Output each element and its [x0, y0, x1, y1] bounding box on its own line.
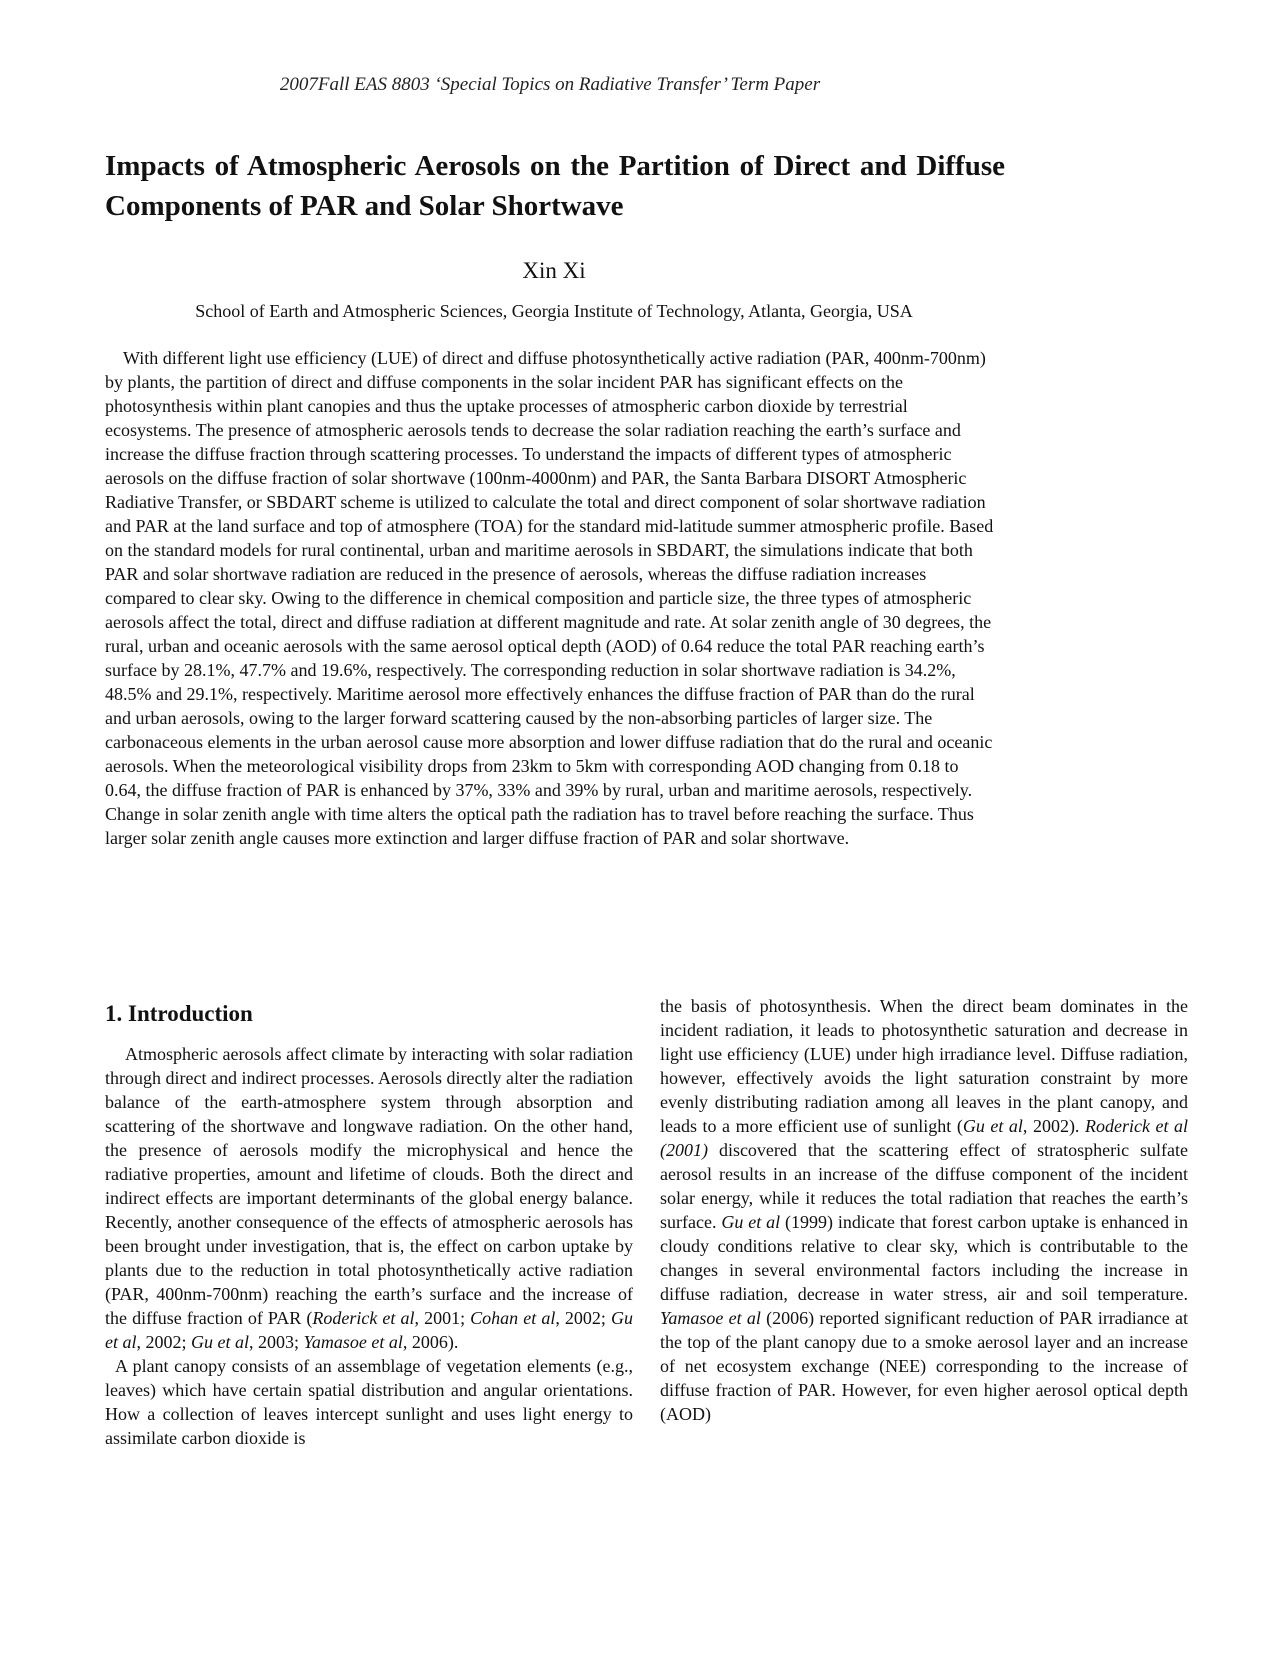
citation: Gu et al	[721, 1212, 781, 1232]
right-column	[660, 994, 1188, 1426]
text-run: Atmospheric aerosols affect climate by interacting with solar radiation through direct and indirect processes. Aerosols directly alter the radiation balance of the earth-atmosphere system through absorption and scattering of the shortwave and longwave radiation. On the other hand, the presence of aerosols modify the microphysical and hence the radiative properties, amount and lifetime of clouds. Both the direct and indirect effects are important determinants of the global energy balance. Recently, another consequence of the effects of atmospheric aerosols has been brought under investigation, that is, the effect on carbon uptake by plants due to the reduction in total photosynthetically active radiation (PAR, 400nm-700nm) reaching the earth’s surface and the increase of the diffuse fraction of PAR (	[105, 1044, 633, 1328]
text-run: discovered that the scattering effect of stratospheric sulfate aerosol results in an increase of the diffuse component of the incident solar energy, while it reduces the total radiation that reaches the earth’s surface.	[660, 1140, 1188, 1232]
text-run: , 2002).	[1022, 1116, 1085, 1136]
citation: Roderick et al	[312, 1308, 415, 1328]
text-run: the basis of photosynthesis. When the direct beam dominates in the incident radiation, it leads to photosynthetic saturation and decrease in light use efficiency (LUE) under high irradiance level. Diffuse radiation, however, effectively avoids the light saturation constraint by more evenly distributing radiation among all leaves in the plant canopy, and leads to a more efficient use of sunlight (	[660, 996, 1188, 1136]
citation: Yamasoe et al	[303, 1332, 403, 1352]
citation: Gu et al	[105, 1308, 633, 1352]
running-head: 2007Fall EAS 8803 ‘Special Topics on Radiative Transfer’ Term Paper	[279, 74, 821, 95]
intro-paragraph-1	[105, 1042, 633, 1354]
citation: Roderick et al (2001)	[660, 1116, 1188, 1160]
text-run: , 2002;	[555, 1308, 611, 1328]
section-heading-introduction: 1. Introduction	[105, 1001, 253, 1026]
author-affiliation: School of Earth and Atmospheric Sciences, Georgia Institute of Technology, Atlanta, Georgia, USA	[195, 301, 913, 321]
author-name: Xin Xi	[522, 258, 586, 283]
left-column	[105, 998, 633, 1450]
paper-title: Impacts of Atmospheric Aerosols on the Partition of Direct and Diffuse Components of PAR and Solar Shortwave	[105, 150, 1005, 222]
text-run: , 2006).	[402, 1332, 459, 1352]
text-run: (1999) indicate that forest carbon uptake is enhanced in cloudy conditions relative to clear sky, which is contributable to the changes in several environmental factors including the increase in diffuse radiation, decrease in water stress, air and soil temperature.	[660, 1212, 1188, 1304]
text-run: (2006) reported significant reduction of PAR irradiance at the top of the plant canopy due to a smoke aerosol layer and an increase of net ecosystem exchange (NEE) corresponding to the increase of diffuse fraction of PAR. However, for even higher aerosol optical depth (AOD)	[660, 1308, 1189, 1424]
citation: Gu et al	[191, 1332, 250, 1352]
intro-paragraph-2: A plant canopy consists of an assemblage of vegetation elements (e.g., leaves) which have certain spatial distribution and angular orientations. How a collection of leaves intercept sunlight and uses light energy to assimilate carbon dioxide is	[105, 1356, 633, 1448]
abstract: With different light use efficiency (LUE) of direct and diffuse photosynthetically active radiation (PAR, 400nm-700nm) by plants, the partition of direct and diffuse components in the solar incident PAR has significant effects on the photosynthesis within plant canopies and thus the uptake processes of atmospheric carbon dioxide by terrestrial ecosystems. The presence of atmospheric aerosols tends to decrease the solar radiation reaching the earth’s surface and increase the diffuse fraction through scattering processes. To understand the impacts of different types of atmospheric aerosols on the diffuse fraction of solar shortwave (100nm-4000nm) and PAR, the Santa Barbara DISORT Atmospheric Radiative Transfer, or SBDART scheme is utilized to calculate the total and direct component of solar shortwave radiation and PAR at the land surface and top of atmosphere (TOA) for the standard mid-latitude summer atmospheric profile. Based on the standard models for rural continental, urban and maritime aerosols in SBDART, the simulations indicate that both PAR and solar shortwave radiation are reduced in the presence of aerosols, whereas the diffuse radiation increases compared to clear sky. Owing to the difference in chemical composition and particle size, the three types of atmospheric aerosols affect the total, direct and diffuse radiation at different magnitude and rate. At solar zenith angle of 30 degrees, the rural, urban and oceanic aerosols with the same aerosol optical depth (AOD) of 0.64 reduce the total PAR reaching earth’s surface by 28.1%, 47.7% and 19.6%, respectively. The corresponding reduction in solar shortwave radiation is 34.2%, 48.5% and 29.1%, respectively. Maritime aerosol more effectively enhances the diffuse fraction of PAR than do the rural and urban aerosols, owing to the larger forward scattering caused by the non-absorbing particles of larger size. The carbonaceous elements in the urban aerosol cause more absorption and lower diffuse radiation that do the rural and oceanic aerosols. When the meteorological visibility drops from 23km to 5km with corresponding AOD changing from 0.18 to 0.64, the diffuse fraction of PAR is enhanced by 37%, 33% and 39% by rural, urban and maritime aerosols, respectively. Change in solar zenith angle with time alters the optical path the radiation has to travel before reaching the surface. Thus larger solar zenith angle causes more extinction and larger diffuse fraction of PAR and solar shortwave.	[105, 348, 994, 848]
citation: Cohan et al	[470, 1308, 556, 1328]
text-run: , 2002;	[136, 1332, 192, 1352]
intro-paragraph-2-continued	[660, 994, 1188, 1426]
text-run: , 2001;	[414, 1308, 471, 1328]
citation: Gu et al	[962, 1116, 1023, 1136]
citation: Yamasoe et al	[660, 1308, 761, 1328]
text-run: , 2003;	[249, 1332, 304, 1352]
